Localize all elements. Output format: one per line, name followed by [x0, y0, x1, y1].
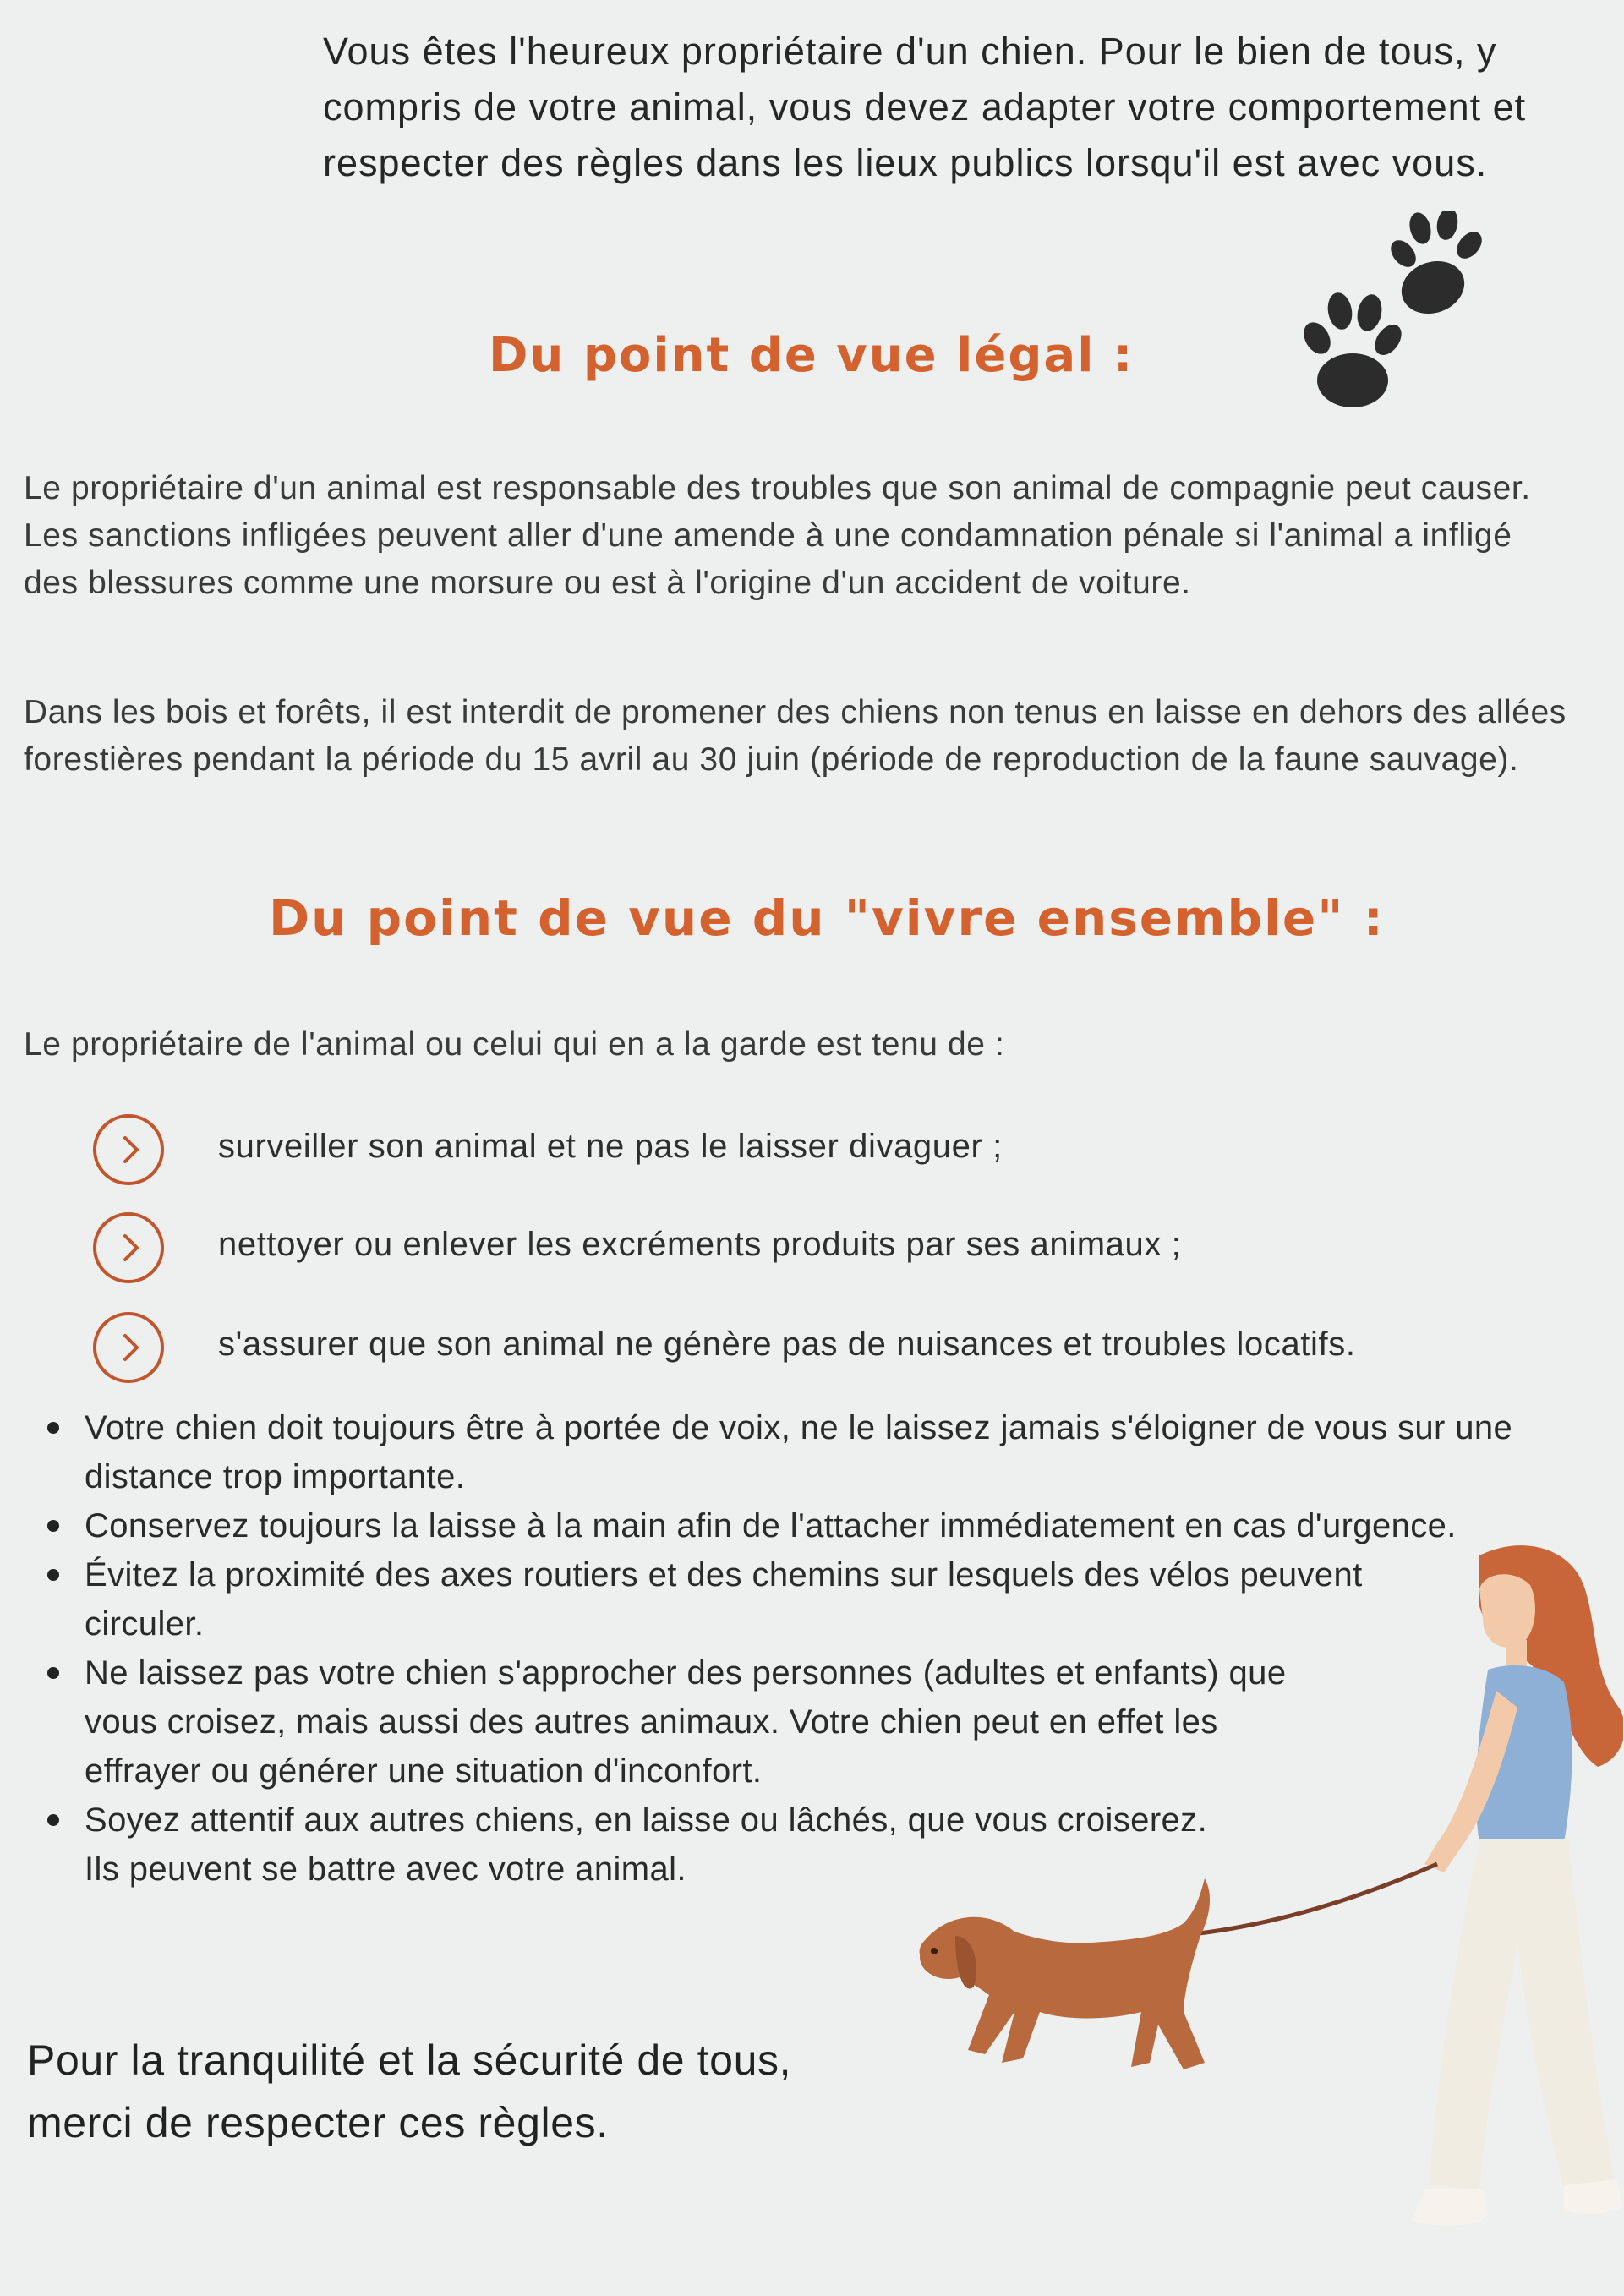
paw-prints-icon	[1251, 211, 1505, 431]
closing-message: Pour la tranquilité et la sécurité de tous, merci de respecter ces règles.	[27, 2036, 792, 2146]
legal-heading: Du point de vue légal :	[489, 328, 1135, 383]
duty-item	[93, 1114, 1530, 1192]
chevron-right-icon	[93, 1114, 164, 1185]
vivre-ensemble-intro: Le propriétaire de l'animal ou celui qui en a la garde est tenu de :	[24, 1026, 1005, 1063]
list-item-text: Ne laissez pas votre chien s'approcher des personnes (adultes et enfants) que vous croisez, mais aussi des autres animaux. Votre chien peut en effet les effrayer ou générer une situation d'inconfort.	[85, 1654, 1287, 1790]
woman-walking-dog-illustration	[896, 1539, 1623, 2296]
list-item-text: Conservez toujours la laisse à la main afin de l'attacher immédiatement en cas d'urgence.	[85, 1507, 1457, 1544]
bullet-icon	[47, 1667, 59, 1679]
list-item-text: Votre chien doit toujours être à portée de voix, ne le laissez jamais s'éloigner de vous sur une distance trop importante.	[85, 1409, 1513, 1495]
duty-text: nettoyer ou enlever les excréments produits par ses animaux ;	[218, 1226, 1182, 1263]
list-item-text: Soyez attentif aux autres chiens, en laisse ou lâchés, que vous croiserez. Ils peuvent se battre avec votre animal.	[85, 1801, 1208, 1888]
legal-paragraph-1: Le propriétaire d'un animal est responsable des troubles que son animal de compagnie peut causer. Les sanctions infligées peuvent aller d'une amende à une condamnation pénale si l'animal a infligé des blessures comme une morsure ou est à l'origine d'un accident de voiture.	[24, 470, 1531, 601]
chevron-right-icon	[93, 1312, 164, 1383]
vivre-ensemble-heading: Du point de vue du "vivre ensemble" :	[269, 889, 1385, 947]
duty-item	[93, 1212, 1530, 1290]
list-item	[85, 1403, 1572, 1501]
bullet-icon	[47, 1422, 59, 1434]
duty-text: surveiller son animal et ne pas le laisser divaguer ;	[218, 1128, 1003, 1165]
duty-item	[93, 1312, 1530, 1390]
intro-text: Vous êtes l'heureux propriétaire d'un chien. Pour le bien de tous, y compris de votre animal, vous devez adapter votre comportement et respecter des règles dans les lieux publics lorsqu'il est avec vous.	[323, 30, 1527, 184]
bullet-icon	[47, 1520, 59, 1532]
duty-text: s'assurer que son animal ne génère pas de nuisances et troubles locatifs.	[218, 1326, 1356, 1363]
chevron-right-icon	[93, 1212, 164, 1283]
bullet-icon	[47, 1569, 59, 1581]
list-item-text: Évitez la proximité des axes routiers et des chemins sur lesquels des vélos peuvent circuler.	[85, 1556, 1363, 1643]
legal-paragraph-2: Dans les bois et forêts, il est interdit de promener des chiens non tenus en laisse en dehors des allées forestières pendant la période du 15 avril au 30 juin (période de reproduction de la faune sauvage).	[24, 694, 1567, 778]
bullet-icon	[47, 1814, 59, 1826]
